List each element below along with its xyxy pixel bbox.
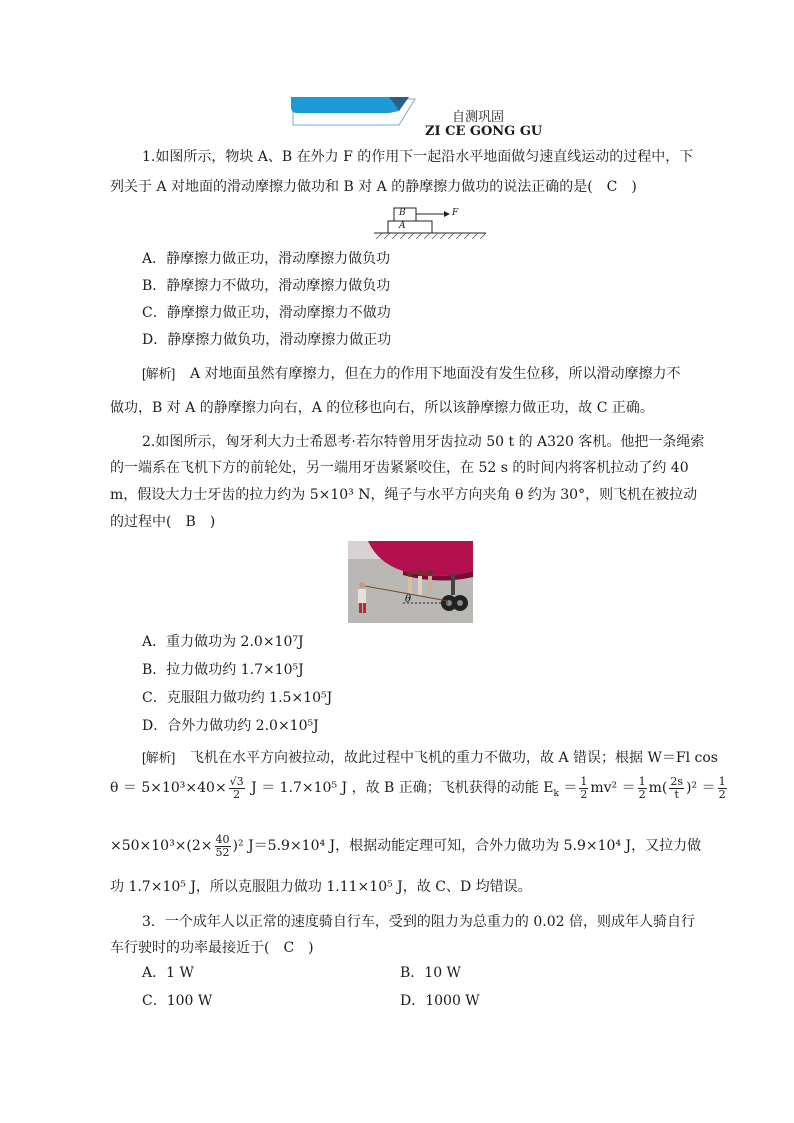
section-title-pinyin: ZI CE GONG GU xyxy=(425,124,543,139)
section-title: 自测巩固 xyxy=(452,109,505,124)
q1-option-a: A．静摩擦力做正功，滑动摩擦力做负功 xyxy=(142,251,391,267)
q2-stem-line2: 的一端系在飞机下方的前轮处，另一端用牙齿紧紧咬住，在 52 s 的时间内将客机拉动了约 40 xyxy=(110,460,689,476)
q2-stem-line1: 2.如图所示，匈牙利大力士希恩考·若尔特曾用牙齿拉动 50 t 的 A320 客机。他把一条绳索 xyxy=(142,434,705,450)
q3-option-d: D．1000 W xyxy=(400,993,480,1009)
q2-option-a: A．重力做功为 2.0×10⁷J xyxy=(142,634,304,650)
photo-theta-label: θ xyxy=(405,594,412,605)
sqrt3-over-2: $\frac{√3}{2}$ xyxy=(229,774,244,801)
q3-stem-line2: 车行驶时的功率最接近于( C ) xyxy=(110,940,314,956)
q3-option-c: C．100 W xyxy=(142,993,213,1009)
q1-option-d: D．静摩擦力做负功，滑动摩擦力做正功 xyxy=(142,332,392,348)
q3-option-a: A．1 W xyxy=(142,965,194,981)
q2-analysis-line2-part2: J ＝ 1.7×10⁵ J ，故 B 正确；飞机获得的动能 E xyxy=(251,780,554,796)
q1-analysis-tag: [解析] xyxy=(142,366,176,381)
q2-stem-line3: m，假设大力士牙齿的拉力约为 5×10³ N，绳子与水平方向夹角 θ 约为 30°，则飞机在被拉动 xyxy=(110,487,698,503)
q1-figure-label-f: F xyxy=(452,208,459,218)
q3-stem-line1: 3．一个成年人以正常的速度骑自行车，受到的阻力为总重力的 0.02 倍，则成年人骑自行 xyxy=(142,914,695,930)
q1-option-c: C．静摩擦力做正功，滑动摩擦力不做功 xyxy=(142,305,391,321)
q1-figure-label-a: A xyxy=(399,221,406,231)
q1-stem-line2: 列关于 A 对地面的滑动摩擦力做功和 B 对 A 的静摩擦力做功的说法正确的是( C ) xyxy=(110,179,637,195)
q1-analysis-line1: A 对地面虽然有摩擦力，但在力的作用下地面没有发生位移，所以滑动摩擦力不 xyxy=(190,366,681,382)
q2-option-b: B．拉力做功约 1.7×10⁵J xyxy=(142,662,304,678)
q1-option-b: B．静摩擦力不做功，滑动摩擦力做负功 xyxy=(142,278,391,294)
q1-figure-label-b: B xyxy=(399,208,406,218)
q2-option-c: C．克服阻力做功约 1.5×10⁵J xyxy=(142,690,333,706)
q2-analysis-line3: ×50×10³×(2× $\frac{40}{52}$ )² J＝5.9×10⁴ J，根据动能定理可知，合外力做功为 5.9×10⁴ J，又拉力做 xyxy=(110,832,702,859)
q2-analysis-tag: [解析] xyxy=(142,750,176,765)
q1-figure xyxy=(374,204,486,240)
q1-analysis-line2: 做功，B 对 A 的静摩擦力向右，A 的位移也向右，所以该静摩擦力做正功，故 C 正确。 xyxy=(110,400,654,416)
q1-stem-line1: 1.如图所示，物块 A、B 在外力 F 的作用下一起沿水平地面做匀速直线运动的过程中，下 xyxy=(142,149,694,165)
airplane-pull-photo xyxy=(348,541,473,623)
banner-graphic xyxy=(289,97,429,127)
q2-analysis-line1: 飞机在水平方向被拉动，故此过程中飞机的重力不做功，故 A 错误；根据 W＝Fl cos xyxy=(190,750,718,766)
q2-option-d: D．合外力做功约 2.0×10⁵J xyxy=(142,718,319,734)
q2-analysis-line4: 功 1.7×10⁵ J，所以克服阻力做功 1.11×10⁵ J，故 C、D 均错误。 xyxy=(110,879,532,895)
banner-dots: ••• ••• xyxy=(368,100,397,110)
q2-stem-line4: 的过程中( B ) xyxy=(110,514,216,530)
q2-analysis-line2: θ ＝ 5×10³×40× $\frac{√3}{2}$ J ＝ 1.7×10⁵ J ，故 B 正确；飞机获得的动能 $E_k$ ＝ $\frac{1}{2}$ mv² ＝ $\frac{1}{2}$ m( $\frac{2s}{t}$ )² ＝ $\frac{1}{2}$ xyxy=(110,774,726,801)
section-banner xyxy=(289,97,429,127)
q3-option-b: B．10 W xyxy=(400,965,461,981)
q2-analysis-line2-part1: θ ＝ 5×10³×40× xyxy=(110,780,227,796)
